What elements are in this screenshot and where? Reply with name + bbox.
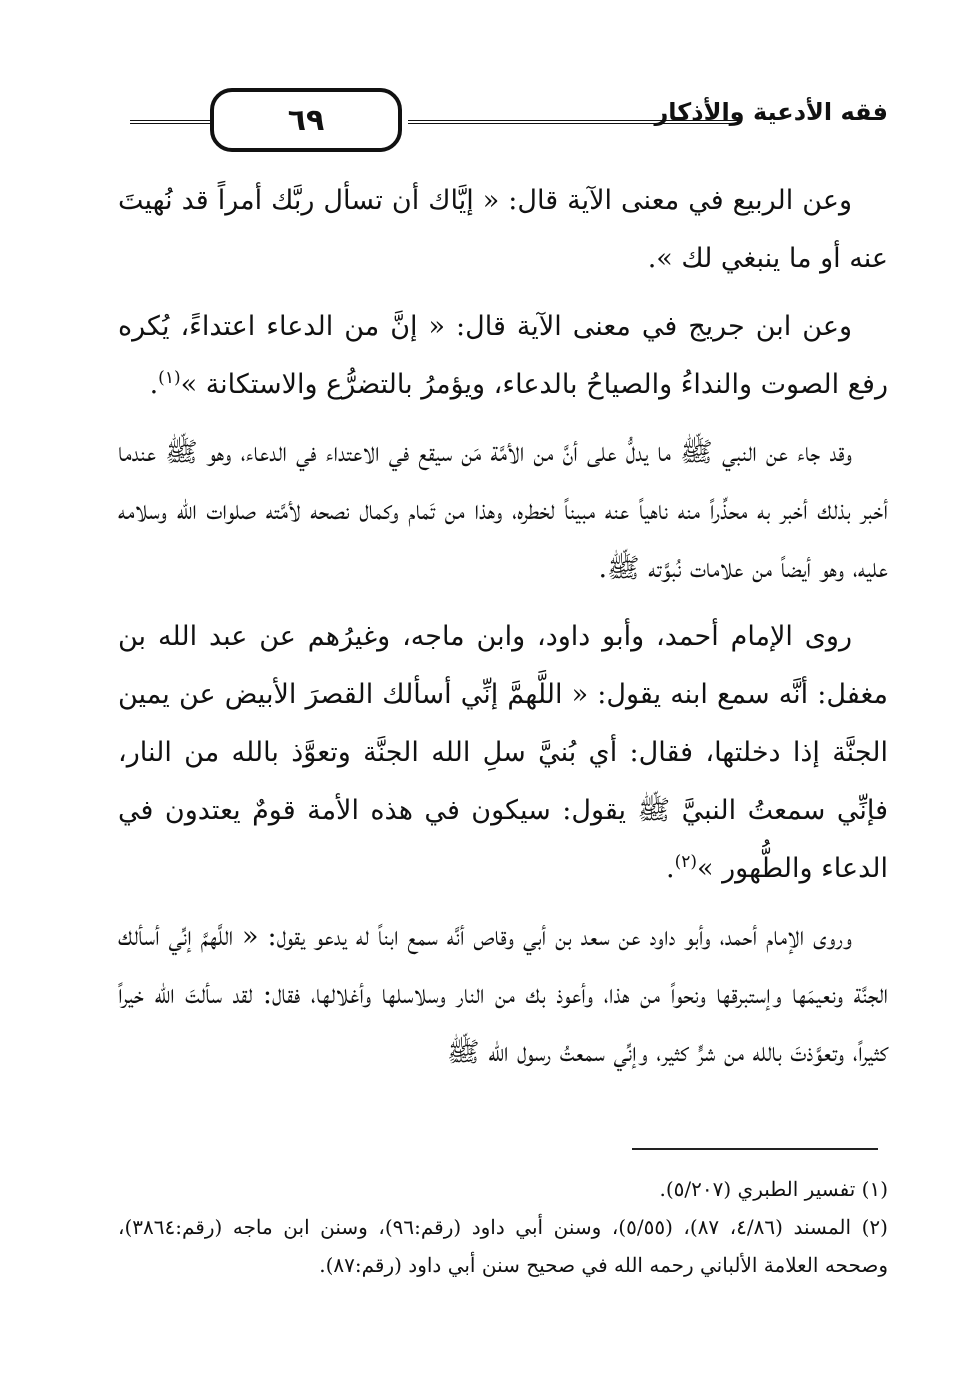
paragraph-text: وروى الإمام أحمد، وأبو داود عن سعد بن أبي وقاص أنَّه سمع ابناً له يدعو يقول: « اللَّهمَّ إنِّي أسألك الجنَّة ونعيمَها وإستبرقها ونحواً من هذا، وأعوذ بك من النار وسلاسلها وأغلالها، فقال: لقد سألتَ الله خيراً كثيراً، وتعوَّذتَ بالله من شرٍّ كثير، وإنِّي سمعتُ رسول الله ﷺ bbox=[118, 921, 888, 1068]
footnote-marker: (١) bbox=[158, 368, 181, 388]
paragraph-end: . bbox=[149, 369, 159, 400]
paragraph-text: وعن الربيع في معنى الآية قال: « إيَّاك أن تسأل ربَّك أمراً قد نُهيتَ عنه أو ما ينبغي لك ». bbox=[118, 185, 888, 274]
footnotes bbox=[118, 1170, 888, 1284]
footnote: (٢) المسند (٤/٨٦، ٨٧)، (٥/٥٥)، وسنن أبي داود (رقم:٩٦)، وسنن ابن ماجه (رقم:٣٨٦٤)، وصححه العلامة الألباني رحمه الله في صحيح سنن أبي داود (رقم:٨٧). bbox=[118, 1215, 888, 1277]
paragraph-text: وقد جاء عن النبي ﷺ ما يدلُّ على أنَّ من الأمَّة مَن سيقع في الاعتداء في الدعاء، وهو ﷺ عندما أخبر بذلك أخبر به محذِّراً منه ناهياً عنه مبيناً لخطره، وهذا من تَمام وكمال نصحه لأمَّته صلوات الله وسلامه عليه، وهو أيضاً من علامات نُبوَّته ﷺ. bbox=[118, 437, 888, 584]
page-number: ٦٩ bbox=[287, 102, 325, 138]
page-number-box bbox=[210, 88, 402, 152]
paragraph-end: . bbox=[666, 853, 675, 884]
paragraph-text: وعن ابن جريج في معنى الآية قال: « إنَّ من الدعاء اعتداءً، يُكره رفع الصوت والنداءُ والصياحُ بالدعاء، ويؤمرُ بالتضرُّع والاستكانة » bbox=[118, 311, 888, 400]
paragraph bbox=[118, 908, 888, 1082]
paragraph bbox=[118, 298, 888, 414]
page-header bbox=[118, 80, 888, 160]
paragraph bbox=[118, 608, 888, 898]
header-rule-left bbox=[130, 120, 210, 124]
footnote-marker: (٢) bbox=[674, 852, 698, 872]
footnote: (١) تفسير الطبري (٥/٢٠٧). bbox=[659, 1177, 888, 1201]
paragraph-text: روى الإمام أحمد، وأبو داود، وابن ماجه، وغيرُهم عن عبد الله بن مغفل: أنَّه سمع ابنه يقول: « اللَّهمَّ إنِّي أسألك القصرَ الأبيض عن يمين الجنَّة إذا دخلتها، فقال: أي بُنيَّ سلِ الله الجنَّة وتعوَّذ بالله من النار، فإنِّي سمعتُ النبيَّ ﷺ يقول: سيكون في هذه الأمة قومٌ يعتدون في الدعاء والطُّهور » bbox=[118, 621, 889, 884]
body-text bbox=[118, 172, 888, 1092]
book-title: فقه الأدعية والأذكار bbox=[654, 98, 888, 126]
paragraph bbox=[118, 172, 888, 288]
footnote-separator bbox=[632, 1148, 878, 1150]
paragraph bbox=[118, 424, 888, 598]
